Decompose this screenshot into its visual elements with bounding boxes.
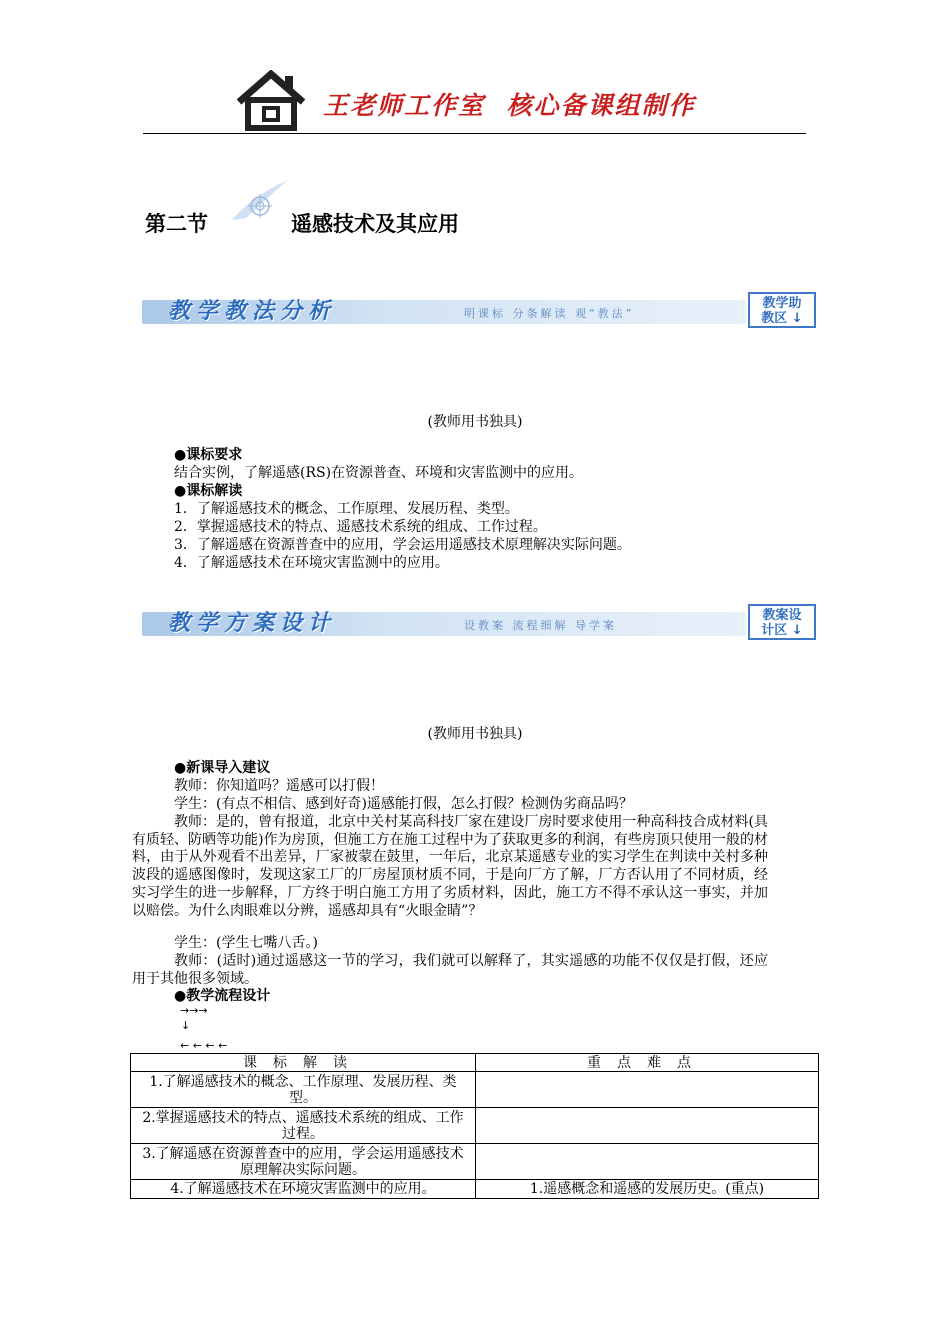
badge-line-2: 教区 ↓: [761, 311, 803, 326]
badge-line-1: 教案设: [762, 608, 802, 623]
table-cell: 2.掌握遥感技术的特点、遥感技术系统的组成、工作过程。: [131, 1108, 476, 1144]
teaching-analysis-banner: [142, 292, 816, 332]
teacher-only-note: (教师用书独具): [427, 726, 523, 742]
teaching-aid-zone-badge[interactable]: [748, 292, 816, 328]
banner-subtitle: 设教案 流程细解 导学案: [464, 619, 617, 632]
table-header-row: [131, 1054, 819, 1072]
table-cell: [476, 1072, 819, 1108]
table-cell: 4.了解遥感技术在环境灾害监测中的应用。: [131, 1180, 476, 1199]
dialogue-paragraph: 教师：是的，曾有报道，北京中关村某高科技厂家在建设厂房时要求使用一种高科技合成材料(具有质轻、防晒等功能)作为房顶，但施工方在施工过程中为了获取更多的利润，有些房顶只使用一般的材料，由于从外观看不出差异，厂家被蒙在鼓里，一年后，北京某遥感专业的实习学生在判读中关村多种波段的遥感图像时，发现这家工厂的厂房屋顶材质不同，于是向厂方了解，厂方否认用了不同材质，经实习学生的进一步解释，厂方终于明白施工方用了劣质材料，因此，施工方不得不承认这一事实，并加以赔偿。为什么肉眼难以分辨，遥感却具有“火眼金睛”？: [132, 814, 768, 919]
table-cell: 3.了解遥感在资源普查中的应用，学会运用遥感技术原理解决实际问题。: [131, 1144, 476, 1180]
teaching-plan-banner: [142, 604, 816, 644]
column-header: 重点难点: [476, 1054, 819, 1072]
intro-heading: ●新课导入建议: [174, 760, 271, 776]
flow-down-arrow: ↓: [181, 1019, 191, 1032]
requirements-text: 结合实例，了解遥感(RS)在资源普查、环境和灾害监测中的应用。: [174, 465, 584, 481]
table-cell: [476, 1108, 819, 1144]
section-number: 第二节: [145, 212, 208, 236]
requirements-heading: ●课标要求: [174, 447, 243, 463]
header-banner-text: [323, 86, 695, 122]
flow-heading: ●教学流程设计: [174, 988, 271, 1004]
badge-line-2: 计区 ↓: [761, 623, 803, 638]
table-cell: 1.了解遥感技术的概念、工作原理、发展历程、类型。: [131, 1072, 476, 1108]
interpretation-item: 4．了解遥感技术在环境灾害监测中的应用。: [174, 555, 449, 571]
dialogue-line: 学生：(学生七嘴八舌。): [174, 935, 318, 951]
house-logo-icon: [236, 70, 306, 132]
lesson-plan-zone-badge[interactable]: [748, 604, 816, 640]
badge-line-1: 教学助: [762, 296, 802, 311]
table-row: [131, 1180, 819, 1199]
group-name: 核心备课组制作: [506, 91, 696, 120]
interpretation-item: 2．掌握遥感技术的特点、遥感技术系统的组成、工作过程。: [174, 519, 547, 535]
teacher-only-note: (教师用书独具): [427, 414, 523, 430]
column-header: 课标解读: [131, 1054, 476, 1072]
banner-subtitle: 明课标 分条解读 观“教法”: [464, 307, 635, 320]
interpretation-heading: ●课标解读: [174, 483, 243, 499]
interpretation-item: 3．了解遥感在资源普查中的应用，学会运用遥感技术原理解决实际问题。: [174, 537, 631, 553]
dialogue-paragraph: 教师：(适时)通过遥感这一节的学习，我们就可以解释了，其实遥感的功能不仅仅是打假，还应用于其他很多领域。: [132, 953, 768, 987]
section-title: 遥感技术及其应用: [291, 212, 459, 236]
target-comet-icon: [222, 176, 292, 226]
table-row: [131, 1144, 819, 1180]
banner-title: 教学教法分析: [168, 298, 337, 324]
curriculum-table: [130, 1053, 819, 1199]
table-cell: 1.遥感概念和遥感的发展历史。(重点): [476, 1180, 819, 1199]
flow-right-arrows: →→→: [180, 1004, 208, 1017]
dialogue-line: 学生：(有点不相信、感到好奇)遥感能打假，怎么打假？检测伪劣商品吗？: [174, 796, 633, 812]
table-row: [131, 1072, 819, 1108]
interpretation-item: 1．了解遥感技术的概念、工作原理、发展历程、类型。: [174, 501, 519, 517]
table-row: [131, 1108, 819, 1144]
table-cell: [476, 1144, 819, 1180]
dialogue-line: 教师：你知道吗？遥感可以打假！: [174, 778, 384, 794]
banner-title: 教学方案设计: [168, 610, 337, 636]
flow-left-arrows: ← ← ← ←: [180, 1039, 228, 1052]
studio-name: 王老师工作室: [323, 91, 486, 120]
header-divider: [143, 133, 806, 134]
